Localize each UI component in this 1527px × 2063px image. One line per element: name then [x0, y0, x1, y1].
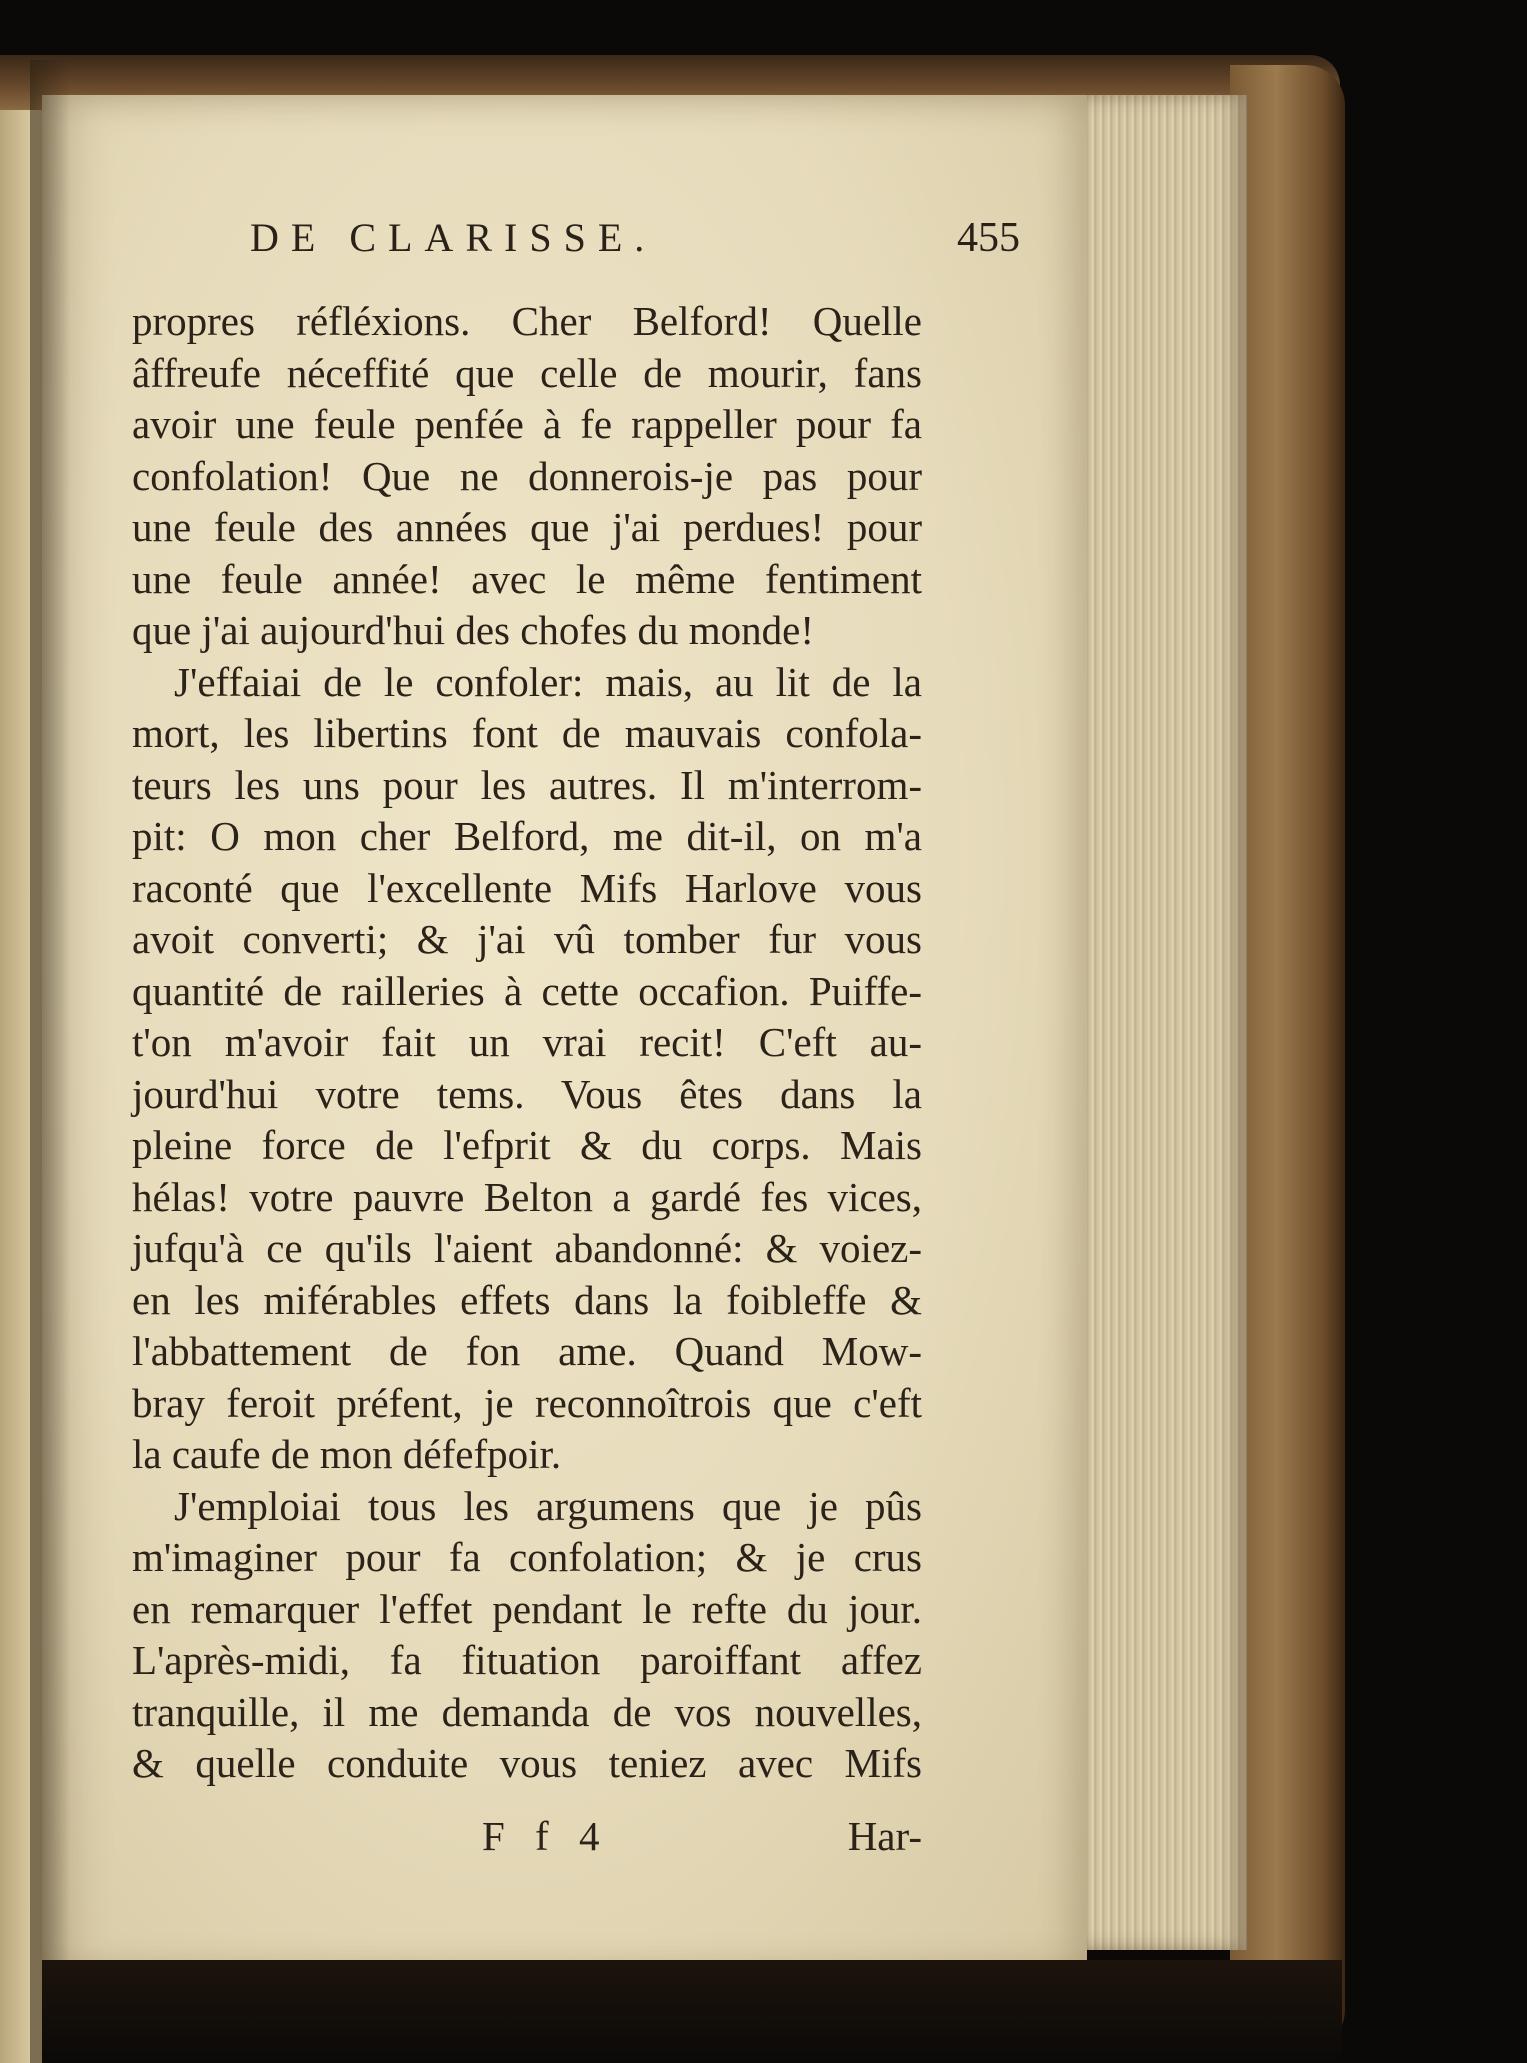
text-line: confolation! Que ne donnerois-je pas pour — [132, 452, 922, 499]
page-edges — [1082, 95, 1247, 1950]
book-cover-spine — [1230, 65, 1345, 2050]
text-line: t'on m'avoir fait un vrai recit! C'eft au- — [132, 1019, 922, 1065]
text-line: tranquille, il me demanda de vos nouvelles, — [132, 1688, 922, 1735]
text-line: mort, les libertins font de mauvais confola- — [132, 710, 922, 756]
text-line: m'imaginer pour fa confolation; & je crus — [132, 1534, 922, 1580]
bottom-shadow — [42, 1960, 1342, 2063]
text-line: bray feroit préfent, je reconnoîtrois que c'eft — [132, 1379, 922, 1426]
text-line: une feule des années que j'ai perdues! pour — [132, 504, 922, 550]
text-line: avoir une feule penfée à fe rappeller pour fa — [132, 401, 922, 447]
text-line: en les miférables effets dans la foibleffe & — [132, 1276, 922, 1323]
page-number: 455 — [957, 215, 1020, 261]
text-line: teurs les uns pour les autres. Il m'interrom- — [132, 761, 922, 808]
text-line: jufqu'à ce qu'ils l'aient abandonné: & voiez- — [132, 1225, 922, 1271]
text-line: raconté que l'excellente Mifs Harlove vous — [132, 864, 922, 911]
text-line: âffreufe néceffité que celle de mourir, fans — [132, 349, 922, 396]
text-line: & quelle conduite vous teniez avec Mifs — [132, 1740, 922, 1786]
text-line: pleine force de l'efprit & du corps. Mais — [132, 1122, 922, 1168]
text-line: J'emploiai tous les argumens que je pûs — [174, 1482, 922, 1529]
text-line: jourd'hui votre tems. Vous êtes dans la — [132, 1070, 922, 1117]
text-line: hélas! votre pauvre Belton a gardé fes vices, — [132, 1173, 922, 1220]
text-line: une feule année! avec le même fentiment — [132, 555, 922, 602]
running-title: DE CLARISSE. — [250, 215, 657, 260]
gutter-shadow — [30, 60, 70, 2063]
text-line: J'effaiai de le confoler: mais, au lit de la — [174, 658, 922, 705]
running-head — [250, 214, 1020, 274]
text-line: propres réfléxions. Cher Belford! Quelle — [132, 298, 922, 344]
text-line: la caufe de mon défefpoir. — [132, 1431, 562, 1477]
text-line: pit: O mon cher Belford, me dit-il, on m'a — [132, 813, 922, 859]
text-line: avoit converti; & j'ai vû tomber fur vous — [132, 916, 922, 962]
text-line: quantité de railleries à cette occafion. Puiffe- — [132, 967, 922, 1014]
text-line: que j'ai aujourd'hui des chofes du monde! — [132, 607, 814, 653]
text-line: L'après-midi, fa fituation paroiffant affez — [132, 1637, 922, 1683]
catchword: Har- — [847, 1813, 922, 1859]
text-line: en remarquer l'effet pendant le refte du jour. — [132, 1585, 922, 1632]
text-line: l'abbattement de fon ame. Quand Mow- — [132, 1328, 922, 1374]
signature-mark: F f 4 — [482, 1813, 610, 1859]
page-footer — [132, 1812, 922, 1862]
body-text — [132, 296, 922, 1790]
